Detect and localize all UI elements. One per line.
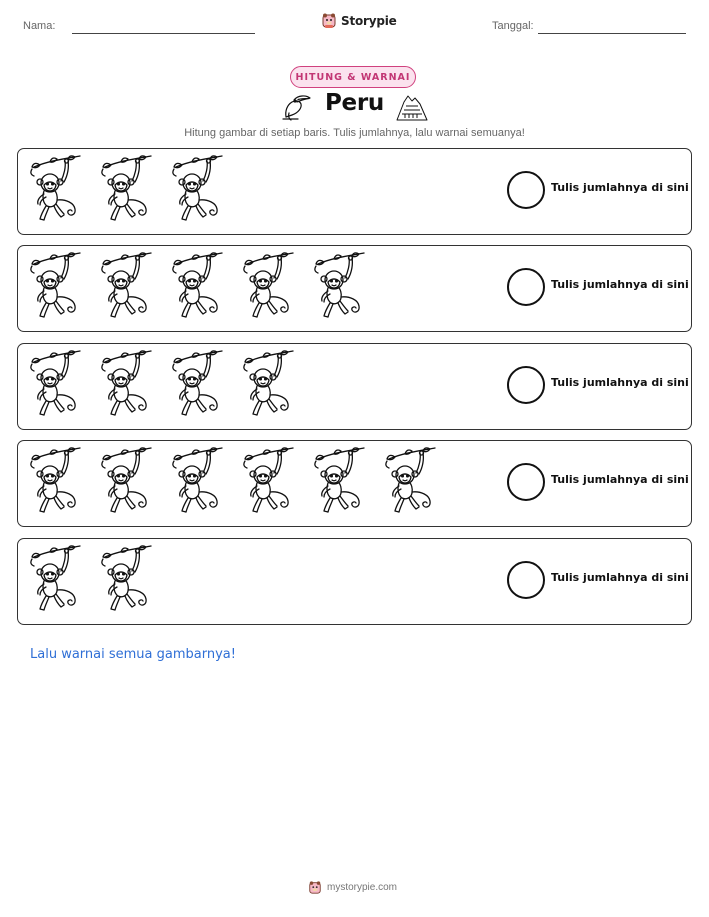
hanging-monkey-icon — [99, 350, 154, 418]
toucan-icon — [280, 89, 312, 121]
answer-circle[interactable] — [507, 366, 545, 404]
hanging-monkey-icon — [99, 252, 154, 320]
count-row — [17, 538, 692, 625]
storypie-mascot-icon — [308, 880, 322, 895]
hanging-monkey-icon — [383, 447, 438, 515]
hanging-monkey-icon — [312, 252, 367, 320]
name-field[interactable] — [72, 33, 255, 34]
answer-circle[interactable] — [507, 561, 545, 599]
count-row — [17, 148, 692, 235]
answer-label: Tulis jumlahnya di sini — [551, 376, 689, 389]
hanging-monkey-icon — [241, 350, 296, 418]
answer-label: Tulis jumlahnya di sini — [551, 571, 689, 584]
footer-url: mystorypie.com — [327, 882, 398, 893]
date-label: Tanggal: — [492, 20, 534, 32]
answer-label: Tulis jumlahnya di sini — [551, 473, 689, 486]
monkey-group — [28, 447, 438, 515]
storypie-mascot-icon — [321, 12, 337, 29]
count-row — [17, 245, 692, 332]
hanging-monkey-icon — [312, 447, 367, 515]
hanging-monkey-icon — [241, 252, 296, 320]
monkey-group — [28, 252, 367, 320]
hanging-monkey-icon — [170, 447, 225, 515]
coloring-note: Lalu warnai semua gambarnya! — [30, 647, 236, 662]
count-row — [17, 343, 692, 430]
name-label: Nama: — [23, 20, 56, 32]
hanging-monkey-icon — [170, 155, 225, 223]
machu-picchu-icon — [395, 92, 429, 122]
hanging-monkey-icon — [28, 155, 83, 223]
hanging-monkey-icon — [99, 155, 154, 223]
hanging-monkey-icon — [99, 447, 154, 515]
instruction-text: Hitung gambar di setiap baris. Tulis jumlahnya, lalu warnai semuanya! — [184, 127, 525, 139]
date-field[interactable] — [538, 33, 686, 34]
hanging-monkey-icon — [28, 447, 83, 515]
page-title: Peru — [325, 90, 384, 116]
hanging-monkey-icon — [28, 545, 83, 613]
footer — [308, 880, 397, 895]
answer-circle[interactable] — [507, 463, 545, 501]
count-row — [17, 440, 692, 527]
hanging-monkey-icon — [170, 350, 225, 418]
answer-label: Tulis jumlahnya di sini — [551, 278, 689, 291]
brand-logo — [321, 12, 397, 29]
brand-name: Storypie — [341, 13, 397, 28]
monkey-group — [28, 155, 225, 223]
hanging-monkey-icon — [99, 545, 154, 613]
hanging-monkey-icon — [241, 447, 296, 515]
activity-badge: HITUNG & WARNAI — [290, 66, 416, 88]
answer-label: Tulis jumlahnya di sini — [551, 181, 689, 194]
answer-circle[interactable] — [507, 268, 545, 306]
monkey-group — [28, 545, 154, 613]
answer-circle[interactable] — [507, 171, 545, 209]
hanging-monkey-icon — [170, 252, 225, 320]
monkey-group — [28, 350, 296, 418]
hanging-monkey-icon — [28, 350, 83, 418]
hanging-monkey-icon — [28, 252, 83, 320]
